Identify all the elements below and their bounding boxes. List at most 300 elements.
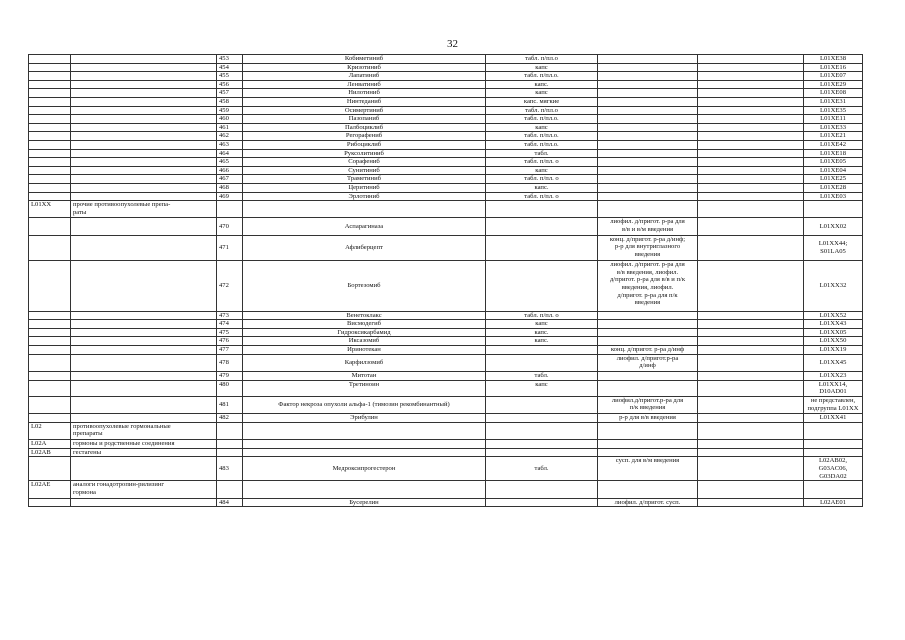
dosage-form: капс xyxy=(486,320,598,329)
dosage-form-detail xyxy=(598,140,698,149)
table-row xyxy=(29,218,863,235)
item-number: 463 xyxy=(217,140,243,149)
atc-code: L01XX45 xyxy=(804,354,863,371)
empty-cell xyxy=(698,235,804,260)
dosage-form: капс xyxy=(486,63,598,72)
dosage-form-detail: р-р для в/в введения xyxy=(598,414,698,423)
atc-code: L01XE07 xyxy=(804,72,863,81)
dosage-form xyxy=(486,422,598,439)
group-description xyxy=(71,498,217,507)
group-description xyxy=(71,346,217,355)
atc-group-code xyxy=(29,337,71,346)
dosage-form-detail xyxy=(598,80,698,89)
atc-code: L01XE42 xyxy=(804,140,863,149)
atc-group-code xyxy=(29,218,71,235)
dosage-form: капс. xyxy=(486,80,598,89)
drug-name: Митотан xyxy=(243,372,486,381)
atc-code: L01XX32 xyxy=(804,261,863,311)
group-description: противоопухолевые гормональные препараты xyxy=(71,422,217,439)
atc-group-code: L02 xyxy=(29,422,71,439)
table-row xyxy=(29,201,863,218)
table-row xyxy=(29,414,863,423)
empty-cell xyxy=(698,498,804,507)
table-row xyxy=(29,149,863,158)
dosage-form: капс. мягкие xyxy=(486,97,598,106)
atc-group-code xyxy=(29,132,71,141)
group-description xyxy=(71,132,217,141)
group-description xyxy=(71,192,217,201)
atc-code: L01XE11 xyxy=(804,115,863,124)
dosage-form-detail xyxy=(598,201,698,218)
atc-group-code xyxy=(29,380,71,396)
dosage-form: табл. п/пл.о. xyxy=(486,140,598,149)
table-row xyxy=(29,328,863,337)
table-row xyxy=(29,372,863,381)
item-number: 476 xyxy=(217,337,243,346)
item-number: 484 xyxy=(217,498,243,507)
item-number: 474 xyxy=(217,320,243,329)
drug-name: Регорафениб xyxy=(243,132,486,141)
item-number: 462 xyxy=(217,132,243,141)
empty-cell xyxy=(698,115,804,124)
atc-code: L01XE04 xyxy=(804,166,863,175)
group-description xyxy=(71,140,217,149)
drug-name: Осимертиниб xyxy=(243,106,486,115)
table-row xyxy=(29,235,863,260)
dosage-form xyxy=(486,396,598,413)
dosage-form: табл. п/пл.о xyxy=(486,55,598,64)
dosage-form-detail xyxy=(598,166,698,175)
dosage-form-detail xyxy=(598,337,698,346)
atc-code: L01XX43 xyxy=(804,320,863,329)
atc-code: L02AE01 xyxy=(804,498,863,507)
table-row xyxy=(29,481,863,498)
dosage-form-detail xyxy=(598,440,698,449)
atc-group-code xyxy=(29,72,71,81)
dosage-form: капс xyxy=(486,89,598,98)
table-row xyxy=(29,320,863,329)
group-description xyxy=(71,218,217,235)
dosage-form-detail xyxy=(598,328,698,337)
group-description xyxy=(71,328,217,337)
group-description xyxy=(71,320,217,329)
dosage-form-detail xyxy=(598,192,698,201)
dosage-form-detail xyxy=(598,158,698,167)
table-row xyxy=(29,80,863,89)
empty-cell xyxy=(698,192,804,201)
table-row xyxy=(29,166,863,175)
empty-cell xyxy=(698,132,804,141)
group-description: гестагены xyxy=(71,448,217,457)
group-description xyxy=(71,396,217,413)
group-description xyxy=(71,63,217,72)
dosage-form-detail: конц. д/пригот. р-ра д/инф xyxy=(598,346,698,355)
table-row xyxy=(29,311,863,320)
empty-cell xyxy=(698,354,804,371)
atc-code xyxy=(804,422,863,439)
drug-name: Ленватиниб xyxy=(243,80,486,89)
drug-name: Фактор некроза опухоли альфа-1 (тимозин рекомбинантный) xyxy=(243,396,486,413)
atc-group-code xyxy=(29,346,71,355)
empty-cell xyxy=(698,149,804,158)
atc-group-code xyxy=(29,457,71,481)
table-row xyxy=(29,55,863,64)
item-number: 455 xyxy=(217,72,243,81)
table-row xyxy=(29,337,863,346)
dosage-form-detail xyxy=(598,422,698,439)
group-description xyxy=(71,115,217,124)
atc-code: L01XX19 xyxy=(804,346,863,355)
item-number xyxy=(217,448,243,457)
dosage-form xyxy=(486,218,598,235)
dosage-form-detail xyxy=(598,372,698,381)
atc-code: L01XE03 xyxy=(804,192,863,201)
drug-list-table xyxy=(28,54,863,507)
atc-code: L01XE38 xyxy=(804,55,863,64)
dosage-form-detail xyxy=(598,183,698,192)
drug-name: Кобиметиниб xyxy=(243,55,486,64)
table-row xyxy=(29,183,863,192)
atc-code: L01XE35 xyxy=(804,106,863,115)
empty-cell xyxy=(698,414,804,423)
item-number xyxy=(217,201,243,218)
atc-group-code xyxy=(29,311,71,320)
empty-cell xyxy=(698,166,804,175)
atc-group-code xyxy=(29,89,71,98)
atc-group-code xyxy=(29,106,71,115)
drug-name: Сорафениб xyxy=(243,158,486,167)
drug-name: Нинтеданиб xyxy=(243,97,486,106)
dosage-form xyxy=(486,235,598,260)
table-row xyxy=(29,63,863,72)
atc-group-code xyxy=(29,372,71,381)
atc-code: L01XE05 xyxy=(804,158,863,167)
dosage-form-detail: лиофил. д/пригот. р-ра для в/в введения, лиофил. д/пригот. р-ра для в/в и п/к введения, лиофил. д/пригот. р-ра для п/к введения xyxy=(598,261,698,311)
drug-name: Руксолитиниб xyxy=(243,149,486,158)
empty-cell xyxy=(698,457,804,481)
table-row xyxy=(29,97,863,106)
group-description xyxy=(71,166,217,175)
table-row xyxy=(29,72,863,81)
table-row xyxy=(29,115,863,124)
atc-code: L02AB02, G03AC06, G03DA02 xyxy=(804,457,863,481)
table-row xyxy=(29,346,863,355)
atc-group-code xyxy=(29,97,71,106)
item-number: 453 xyxy=(217,55,243,64)
atc-group-code xyxy=(29,63,71,72)
table-row xyxy=(29,140,863,149)
empty-cell xyxy=(698,396,804,413)
empty-cell xyxy=(698,63,804,72)
atc-code xyxy=(804,201,863,218)
drug-name: Иринотекан xyxy=(243,346,486,355)
atc-code: L01XX05 xyxy=(804,328,863,337)
group-description xyxy=(71,158,217,167)
atc-code xyxy=(804,448,863,457)
group-description xyxy=(71,311,217,320)
dosage-form-detail: лиофил. д/пригот.р-ра д/инф xyxy=(598,354,698,371)
group-description xyxy=(71,235,217,260)
dosage-form-detail xyxy=(598,106,698,115)
atc-code: L01XE25 xyxy=(804,175,863,184)
group-description xyxy=(71,372,217,381)
atc-group-code: L02AE xyxy=(29,481,71,498)
dosage-form: табл. xyxy=(486,372,598,381)
empty-cell xyxy=(698,380,804,396)
atc-group-code xyxy=(29,55,71,64)
dosage-form: табл. п/пл. о xyxy=(486,311,598,320)
empty-cell xyxy=(698,55,804,64)
item-number: 470 xyxy=(217,218,243,235)
atc-code: L01XE16 xyxy=(804,63,863,72)
drug-name: Медроксипрогестерон xyxy=(243,457,486,481)
drug-name: Кризотиниб xyxy=(243,63,486,72)
group-description xyxy=(71,337,217,346)
empty-cell xyxy=(698,158,804,167)
dosage-form-detail xyxy=(598,481,698,498)
atc-group-code xyxy=(29,123,71,132)
drug-name: Аспарагиназа xyxy=(243,218,486,235)
empty-cell xyxy=(698,448,804,457)
item-number xyxy=(217,440,243,449)
dosage-form-detail xyxy=(598,97,698,106)
dosage-form: табл. п/пл.о. xyxy=(486,115,598,124)
atc-group-code xyxy=(29,235,71,260)
atc-code xyxy=(804,481,863,498)
atc-group-code xyxy=(29,328,71,337)
atc-code: L01XE29 xyxy=(804,80,863,89)
empty-cell xyxy=(698,201,804,218)
dosage-form-detail xyxy=(598,132,698,141)
dosage-form-detail xyxy=(598,311,698,320)
item-number: 473 xyxy=(217,311,243,320)
group-description xyxy=(71,183,217,192)
dosage-form-detail xyxy=(598,55,698,64)
table-row xyxy=(29,440,863,449)
dosage-form-detail xyxy=(598,175,698,184)
drug-name: Траметиниб xyxy=(243,175,486,184)
item-number: 472 xyxy=(217,261,243,311)
group-description xyxy=(71,123,217,132)
empty-cell xyxy=(698,106,804,115)
dosage-form: табл. п/пл.о xyxy=(486,106,598,115)
dosage-form xyxy=(486,261,598,311)
drug-name: Эрибулин xyxy=(243,414,486,423)
atc-group-code xyxy=(29,149,71,158)
item-number: 459 xyxy=(217,106,243,115)
dosage-form: табл. xyxy=(486,149,598,158)
dosage-form: капс. xyxy=(486,337,598,346)
atc-group-code xyxy=(29,498,71,507)
item-number: 478 xyxy=(217,354,243,371)
item-number: 457 xyxy=(217,89,243,98)
empty-cell xyxy=(698,440,804,449)
atc-group-code xyxy=(29,175,71,184)
group-description xyxy=(71,354,217,371)
empty-cell xyxy=(698,218,804,235)
item-number: 480 xyxy=(217,380,243,396)
group-description xyxy=(71,261,217,311)
dosage-form xyxy=(486,481,598,498)
dosage-form-detail xyxy=(598,72,698,81)
dosage-form: табл. п/пл.о. xyxy=(486,72,598,81)
drug-name: Афлиберцепт xyxy=(243,235,486,260)
atc-group-code xyxy=(29,320,71,329)
empty-cell xyxy=(698,97,804,106)
item-number xyxy=(217,422,243,439)
atc-code xyxy=(804,440,863,449)
empty-cell xyxy=(698,72,804,81)
atc-group-code xyxy=(29,192,71,201)
group-description xyxy=(71,106,217,115)
drug-name: Бортезомиб xyxy=(243,261,486,311)
dosage-form xyxy=(486,440,598,449)
item-number: 454 xyxy=(217,63,243,72)
table-row xyxy=(29,89,863,98)
group-description xyxy=(71,380,217,396)
atc-code: L01XX44; S01LA05 xyxy=(804,235,863,260)
item-number: 468 xyxy=(217,183,243,192)
dosage-form-detail xyxy=(598,380,698,396)
empty-cell xyxy=(698,422,804,439)
drug-name: Сунитиниб xyxy=(243,166,486,175)
item-number: 458 xyxy=(217,97,243,106)
atc-group-code xyxy=(29,414,71,423)
atc-group-code xyxy=(29,183,71,192)
item-number: 469 xyxy=(217,192,243,201)
item-number: 461 xyxy=(217,123,243,132)
empty-cell xyxy=(698,89,804,98)
dosage-form-detail xyxy=(598,115,698,124)
empty-cell xyxy=(698,175,804,184)
drug-name xyxy=(243,422,486,439)
item-number: 466 xyxy=(217,166,243,175)
empty-cell xyxy=(698,337,804,346)
group-description xyxy=(71,175,217,184)
table-row xyxy=(29,396,863,413)
atc-code: L01XX14, D10AD01 xyxy=(804,380,863,396)
item-number: 482 xyxy=(217,414,243,423)
dosage-form-detail: сусп. для в/м введения xyxy=(598,457,698,481)
empty-cell xyxy=(698,80,804,89)
drug-name: Лапатиниб xyxy=(243,72,486,81)
group-description xyxy=(71,149,217,158)
table-row xyxy=(29,132,863,141)
dosage-form-detail xyxy=(598,149,698,158)
atc-group-code xyxy=(29,261,71,311)
group-description: гормоны и родственные соединения xyxy=(71,440,217,449)
dosage-form xyxy=(486,354,598,371)
dosage-form-detail: лиофил.д/пригот.р-ра для п/к введения xyxy=(598,396,698,413)
atc-code: L01XX23 xyxy=(804,372,863,381)
empty-cell xyxy=(698,123,804,132)
drug-name xyxy=(243,201,486,218)
dosage-form-detail: лиофил. д/пригот. р-ра для в/в и в/м введения xyxy=(598,218,698,235)
atc-code: L01XX02 xyxy=(804,218,863,235)
atc-code: L01XE31 xyxy=(804,97,863,106)
atc-code: L01XE18 xyxy=(804,149,863,158)
group-description xyxy=(71,55,217,64)
dosage-form-detail xyxy=(598,123,698,132)
atc-group-code xyxy=(29,354,71,371)
atc-code: L01XE33 xyxy=(804,123,863,132)
dosage-form-detail xyxy=(598,320,698,329)
table-row xyxy=(29,106,863,115)
dosage-form-detail: лиофил. д/пригот. сусп. xyxy=(598,498,698,507)
empty-cell xyxy=(698,183,804,192)
group-description xyxy=(71,80,217,89)
page-number: 32 xyxy=(447,38,458,50)
drug-name: Церитиниб xyxy=(243,183,486,192)
atc-code: L01XE21 xyxy=(804,132,863,141)
dosage-form xyxy=(486,498,598,507)
atc-code: L01XX41 xyxy=(804,414,863,423)
dosage-form-detail: конц. д/пригот. р-ра д/инф; р-р для внутриглазного введения xyxy=(598,235,698,260)
group-description xyxy=(71,89,217,98)
dosage-form xyxy=(486,448,598,457)
empty-cell xyxy=(698,311,804,320)
group-description xyxy=(71,72,217,81)
item-number: 467 xyxy=(217,175,243,184)
atc-code: не представлен, подгруппа L01XX xyxy=(804,396,863,413)
table-row xyxy=(29,422,863,439)
dosage-form: табл. п/пл. о xyxy=(486,158,598,167)
drug-name xyxy=(243,481,486,498)
atc-group-code: L01XX xyxy=(29,201,71,218)
atc-group-code: L02A xyxy=(29,440,71,449)
table-row xyxy=(29,192,863,201)
dosage-form xyxy=(486,414,598,423)
empty-cell xyxy=(698,320,804,329)
drug-name: Эрлотиниб xyxy=(243,192,486,201)
drug-name: Палбоциклиб xyxy=(243,123,486,132)
atc-group-code xyxy=(29,80,71,89)
table-row xyxy=(29,498,863,507)
drug-name: Третиноин xyxy=(243,380,486,396)
item-number: 481 xyxy=(217,396,243,413)
table-row xyxy=(29,380,863,396)
group-description: аналоги гонадотропин-рилизинг гормона xyxy=(71,481,217,498)
empty-cell xyxy=(698,372,804,381)
table-row xyxy=(29,448,863,457)
item-number: 464 xyxy=(217,149,243,158)
drug-name: Венетоклакс xyxy=(243,311,486,320)
drug-name: Пазопаниб xyxy=(243,115,486,124)
dosage-form: капс xyxy=(486,380,598,396)
item-number xyxy=(217,481,243,498)
dosage-form: табл. xyxy=(486,457,598,481)
drug-name: Бусерелин xyxy=(243,498,486,507)
table-row xyxy=(29,354,863,371)
group-description xyxy=(71,457,217,481)
dosage-form: табл. п/пл. о xyxy=(486,192,598,201)
drug-name: Гидроксикарбамид xyxy=(243,328,486,337)
item-number: 475 xyxy=(217,328,243,337)
atc-code: L01XX50 xyxy=(804,337,863,346)
dosage-form: табл. п/пл. о xyxy=(486,175,598,184)
drug-name: Карфилзомиб xyxy=(243,354,486,371)
atc-group-code xyxy=(29,140,71,149)
dosage-form: капс xyxy=(486,123,598,132)
dosage-form xyxy=(486,201,598,218)
dosage-form-detail xyxy=(598,448,698,457)
drug-name: Иксазомиб xyxy=(243,337,486,346)
atc-code: L01XE28 xyxy=(804,183,863,192)
item-number: 483 xyxy=(217,457,243,481)
dosage-form: капс. xyxy=(486,328,598,337)
group-description xyxy=(71,414,217,423)
atc-group-code xyxy=(29,158,71,167)
